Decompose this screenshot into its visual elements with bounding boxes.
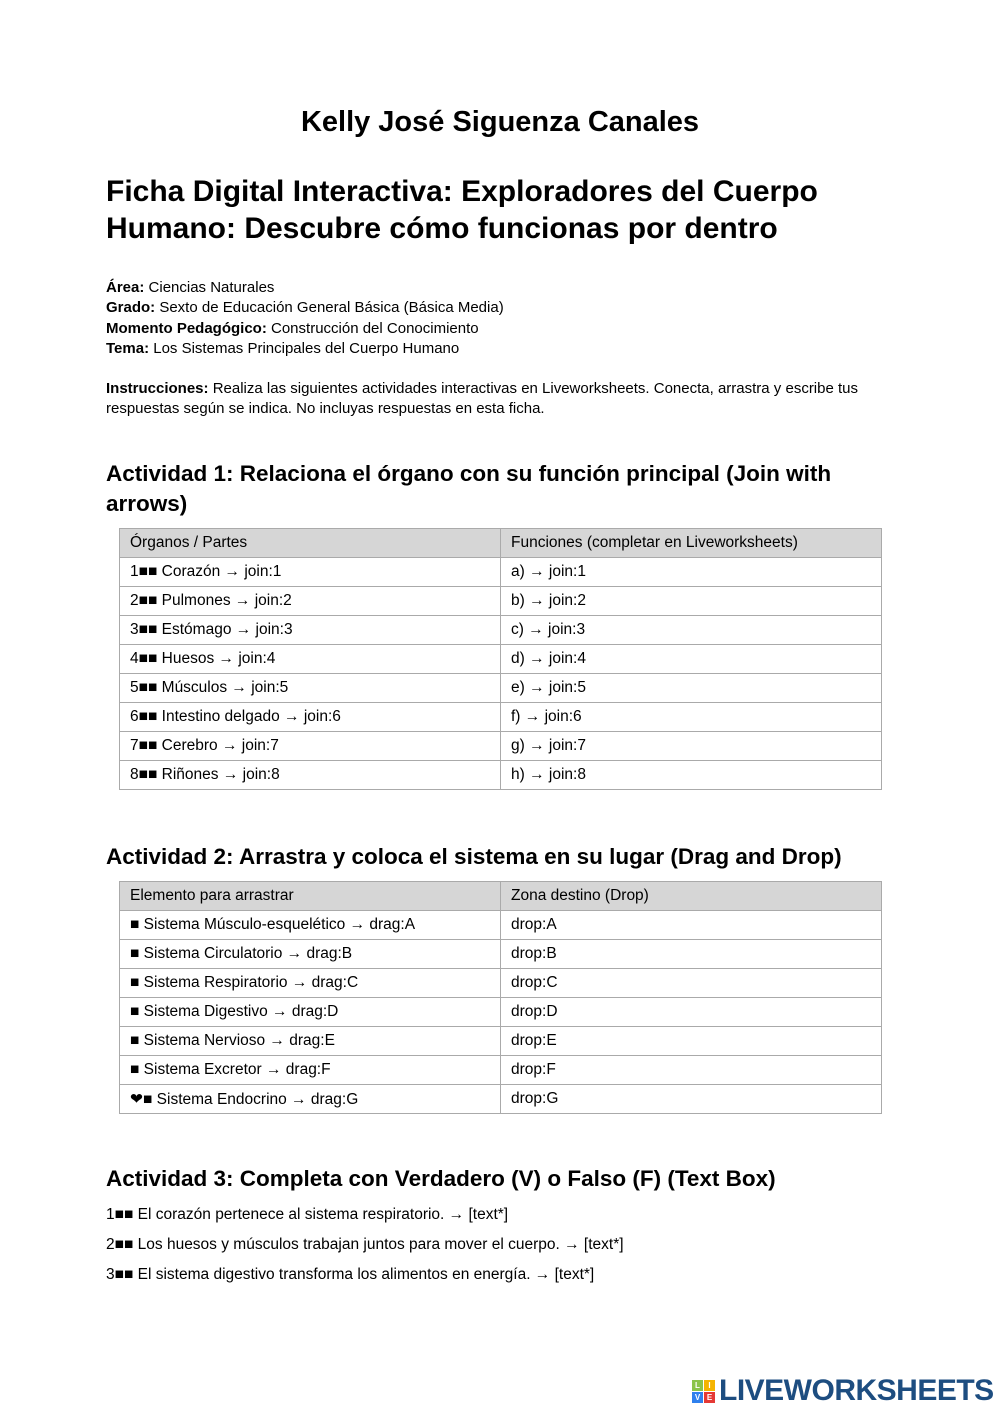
- table-cell: 2■■ Pulmones → join:2: [120, 587, 501, 616]
- table-cell: f) → join:6: [501, 703, 882, 732]
- table-cell: ■ Sistema Circulatorio → drag:B: [120, 940, 501, 969]
- table-row: [120, 616, 882, 645]
- table-cell: drop:G: [501, 1085, 882, 1114]
- table-cell: 8■■ Riñones → join:8: [120, 761, 501, 790]
- table-row: [120, 998, 882, 1027]
- table-cell: 7■■ Cerebro → join:7: [120, 732, 501, 761]
- meta-value: Sexto de Educación General Básica (Básica Media): [155, 299, 504, 317]
- meta-label: Tema:: [106, 339, 150, 357]
- table-row: [120, 940, 882, 969]
- table-cell: 3■■ Estómago → join:3: [120, 616, 501, 645]
- table-cell: drop:C: [501, 969, 882, 998]
- table-row: [120, 674, 882, 703]
- table-cell: h) → join:8: [501, 761, 882, 790]
- table-header-row: [120, 882, 882, 911]
- column-header: Zona destino (Drop): [501, 882, 882, 911]
- table-cell: 1■■ Corazón → join:1: [120, 558, 501, 587]
- table-cell: ❤■ Sistema Endocrino → drag:G: [120, 1085, 501, 1114]
- table-row: [120, 587, 882, 616]
- meta-value: Ciencias Naturales: [144, 279, 275, 296]
- column-header: Órganos / Partes: [120, 529, 501, 558]
- instructions-label: Instrucciones:: [106, 380, 209, 397]
- table-row: [120, 911, 882, 940]
- table-header-row: [120, 529, 882, 558]
- meta-area: [106, 278, 504, 298]
- logo-text: LIVEWORKSHEETS: [719, 1374, 994, 1407]
- table-row: [120, 703, 882, 732]
- meta-tema: [106, 339, 504, 359]
- table-cell: 6■■ Intestino delgado → join:6: [120, 703, 501, 732]
- table-cell: ■ Sistema Digestivo → drag:D: [120, 998, 501, 1027]
- meta-momento: [106, 319, 504, 339]
- table-row: [120, 1056, 882, 1085]
- activity1-heading: Actividad 1: Relaciona el órgano con su función principal (Join with arrows): [106, 461, 832, 516]
- column-header: Elemento para arrastrar: [120, 882, 501, 911]
- table-row: [120, 1085, 882, 1114]
- activity1-table: [119, 528, 882, 790]
- meta-info: [106, 278, 504, 359]
- logo-letter: E: [704, 1392, 715, 1403]
- logo-icon: [692, 1380, 715, 1403]
- instructions: [106, 379, 896, 420]
- table-cell: 4■■ Huesos → join:4: [120, 645, 501, 674]
- true-false-item: 1■■ El corazón pertenece al sistema respiratorio. → [text*]: [106, 1206, 509, 1223]
- table-cell: b) → join:2: [501, 587, 882, 616]
- page-title: Ficha Digital Interactiva: Exploradores del Cuerpo Humano: Descubre cómo funcionas por dentro: [106, 175, 818, 245]
- table-cell: drop:F: [501, 1056, 882, 1085]
- table-cell: g) → join:7: [501, 732, 882, 761]
- meta-value: Construcción del Conocimiento: [266, 319, 479, 337]
- meta-value: Los Sistemas Principales del Cuerpo Humano: [149, 339, 460, 357]
- activity2-heading: Actividad 2: Arrastra y coloca el sistema en su lugar (Drag and Drop): [106, 844, 842, 869]
- logo-letter: L: [692, 1380, 703, 1391]
- table-cell: ■ Sistema Nervioso → drag:E: [120, 1027, 501, 1056]
- true-false-item: 2■■ Los huesos y músculos trabajan juntos para mover el cuerpo. → [text*]: [106, 1236, 624, 1253]
- table-row: [120, 761, 882, 790]
- true-false-item: 3■■ El sistema digestivo transforma los alimentos en energía. → [text*]: [106, 1266, 595, 1283]
- table-cell: drop:D: [501, 998, 882, 1027]
- table-cell: drop:A: [501, 911, 882, 940]
- table-cell: ■ Sistema Respiratorio → drag:C: [120, 969, 501, 998]
- meta-label: Área:: [106, 279, 145, 296]
- author-name: Kelly José Siguenza Canales: [300, 106, 700, 138]
- table-row: [120, 1027, 882, 1056]
- table-cell: a) → join:1: [501, 558, 882, 587]
- column-header: Funciones (completar en Liveworksheets): [501, 529, 882, 558]
- table-cell: d) → join:4: [501, 645, 882, 674]
- table-cell: ■ Sistema Músculo-esquelético → drag:A: [120, 911, 501, 940]
- meta-label: Momento Pedagógico:: [106, 319, 267, 337]
- table-cell: c) → join:3: [501, 616, 882, 645]
- table-row: [120, 732, 882, 761]
- table-row: [120, 969, 882, 998]
- table-row: [120, 645, 882, 674]
- meta-grado: [106, 298, 504, 318]
- table-cell: drop:B: [501, 940, 882, 969]
- activity2-table: [119, 881, 882, 1114]
- instructions-text: Realiza las siguientes actividades interactivas en Liveworksheets. Conecta, arrastra y escribe tus respuestas según se indica. No incluyas respuestas en esta ficha.: [106, 380, 859, 418]
- table-cell: drop:E: [501, 1027, 882, 1056]
- table-row: [120, 558, 882, 587]
- meta-label: Grado:: [106, 299, 156, 317]
- table-cell: e) → join:5: [501, 674, 882, 703]
- logo-letter: I: [704, 1380, 715, 1391]
- activity3-heading: Actividad 3: Completa con Verdadero (V) o Falso (F) (Text Box): [106, 1166, 776, 1191]
- logo-letter: V: [692, 1392, 703, 1403]
- table-cell: ■ Sistema Excretor → drag:F: [120, 1056, 501, 1085]
- liveworksheets-logo: [692, 1374, 994, 1408]
- table-cell: 5■■ Músculos → join:5: [120, 674, 501, 703]
